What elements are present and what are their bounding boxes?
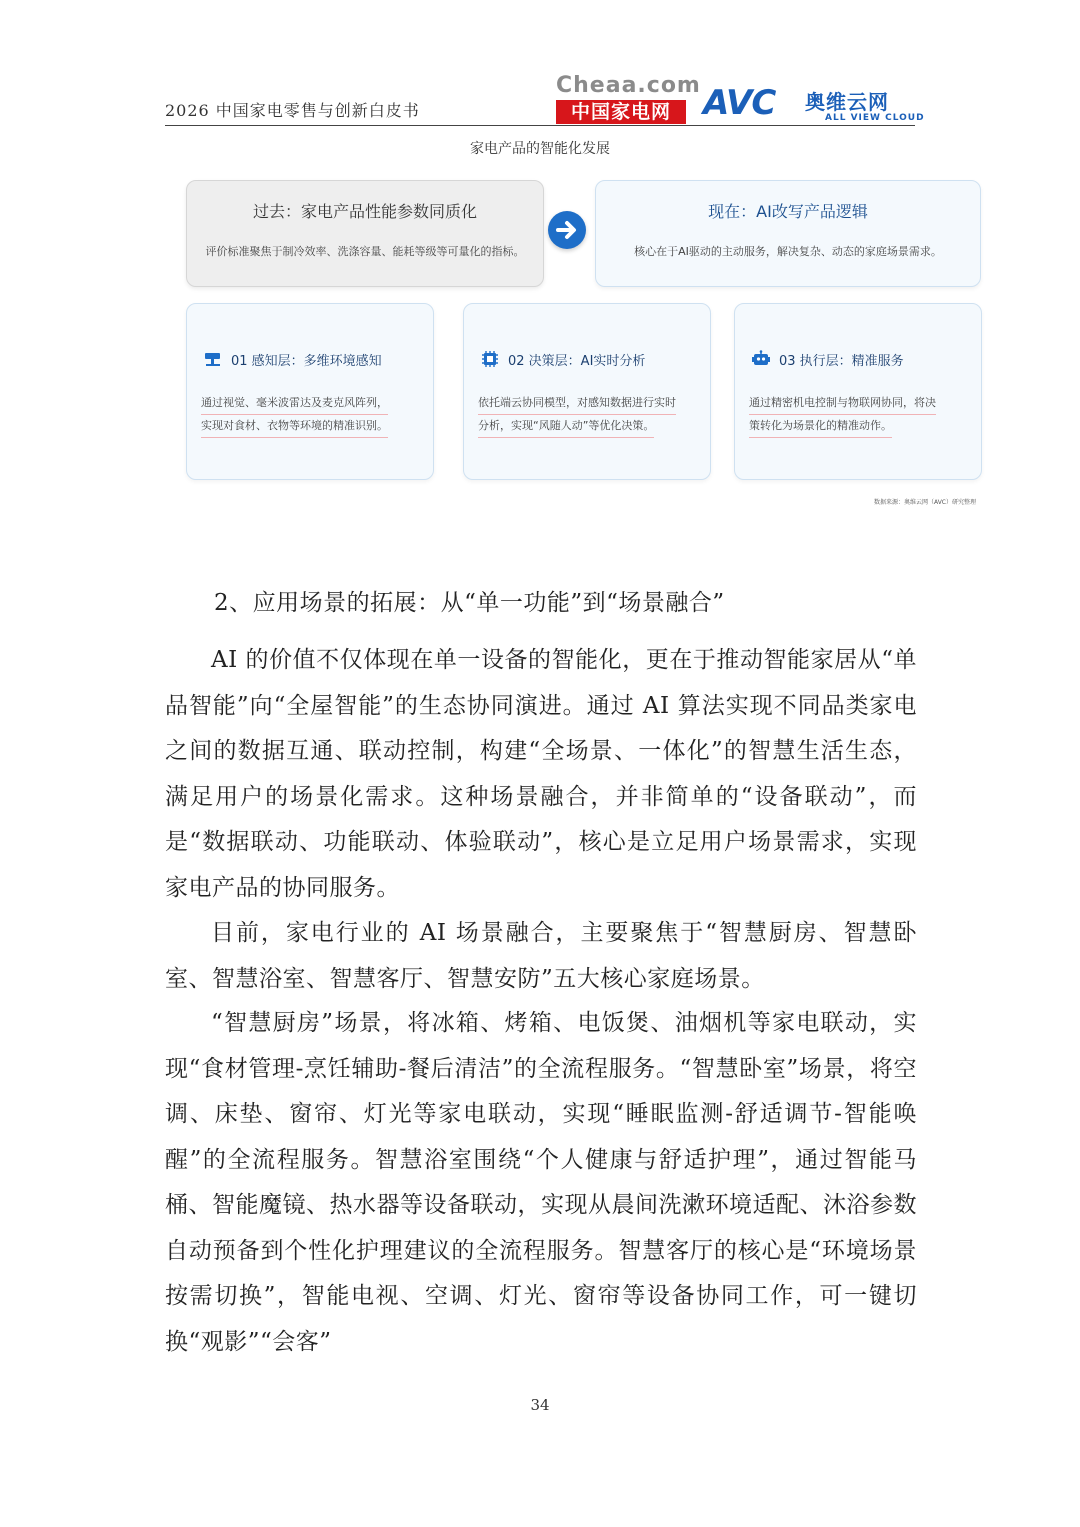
chip-icon: [480, 350, 500, 368]
perception-layer-title: 01 感知层：多维环境感知: [231, 353, 382, 369]
avc-logo-english-name: ALL VIEW CLOUD: [825, 113, 925, 123]
past-box-title: 过去：家电产品性能参数同质化: [252, 202, 477, 221]
decision-layer-card: [463, 303, 711, 480]
avc-logo: [703, 84, 933, 126]
execution-layer-card: [734, 303, 982, 480]
cheaa-logo-domain: Cheaa.com: [556, 73, 701, 98]
cheaa-logo: [556, 73, 701, 124]
execution-desc-line-2: 策转化为场景化的精准动作。: [749, 415, 892, 438]
past-box: [186, 180, 544, 287]
section-subheading: 2、应用场景的拓展：从“单一功能”到“场景融合”: [214, 590, 725, 616]
robot-icon: [751, 350, 771, 368]
execution-layer-description: [749, 392, 969, 438]
execution-desc-line-1: 通过精密机电控制与物联网协同，将决: [749, 392, 936, 415]
arrow-right-icon: [548, 211, 586, 249]
body-paragraph-3: “智慧厨房”场景，将冰箱、烤箱、电饭煲、油烟机等家电联动，实现“食材管理-烹饪辅助-餐后清洁”的全流程服务。“智慧卧室”场景，将空调、床垫、窗帘、灯光等家电联动，实现“睡眠监测-舒适调节-智能唤醒”的全流程服务。智慧浴室围绕“个人健康与舒适护理”，通过智能马桶、智能魔镜、热水器等设备联动，实现从晨间洗漱环境适配、沐浴参数自动预备到个性化护理建议的全流程服务。智慧客厅的核心是“环境场景按需切换”，智能电视、空调、灯光、窗帘等设备协同工作，可一键切换“观影”“会客”: [165, 1010, 917, 1355]
decision-desc-line-2: 分析，实现“风随人动”等优化决策。: [478, 415, 654, 438]
perception-desc-line-2: 实现对食材、衣物等环境的精准识别。: [201, 415, 388, 438]
body-paragraph-2: 目前，家电行业的 AI 场景融合，主要聚焦于“智慧厨房、智慧卧室、智慧浴室、智慧客厅、智慧安防”五大核心家庭场景。: [165, 920, 917, 992]
avc-logo-mark: AVC: [703, 83, 776, 123]
decision-layer-title: 02 决策层：AI实时分析: [508, 353, 646, 369]
now-box-title: 现在：AI改写产品逻辑: [708, 202, 868, 221]
body-paragraph-1: AI 的价值不仅体现在单一设备的智能化，更在于推动智能家居从“单品智能”向“全屋智能”的生态协同演进。通过 AI 算法实现不同品类家电之间的数据互通、联动控制，构建“全场景、一体化”的智慧生活生态，满足用户的场景化需求。这种场景融合，并非简单的“设备联动”，而是“数据联动、功能联动、体验联动”，核心是立足用户场景需求，实现家电产品的协同服务。: [165, 647, 917, 901]
diagram-source-note: 数据来源：奥维云网（AVC）研究整理: [873, 499, 976, 506]
now-box: [595, 180, 981, 287]
camera-icon: [203, 350, 223, 368]
past-box-description: 评价标准聚焦于制冷效率、洗涤容量、能耗等级等可量化的指标。: [205, 245, 525, 258]
perception-layer-description: [201, 392, 421, 438]
perception-desc-line-1: 通过视觉、毫米波雷达及麦克风阵列，: [201, 392, 388, 415]
page-number: 34: [530, 1396, 550, 1414]
cheaa-logo-name: 中国家电网: [556, 100, 686, 124]
execution-layer-title: 03 执行层：精准服务: [779, 353, 904, 369]
diagram-title: 家电产品的智能化发展: [470, 141, 610, 157]
now-box-description: 核心在于AI驱动的主动服务，解决复杂、动态的家庭场景需求。: [634, 245, 942, 258]
decision-layer-description: [478, 392, 698, 438]
document-header-title: 2026 中国家电零售与创新白皮书: [165, 101, 420, 120]
decision-desc-line-1: 依托端云协同模型，对感知数据进行实时: [478, 392, 676, 415]
perception-layer-card: [186, 303, 434, 480]
avc-logo-chinese-name: 奥维云网: [805, 90, 889, 114]
